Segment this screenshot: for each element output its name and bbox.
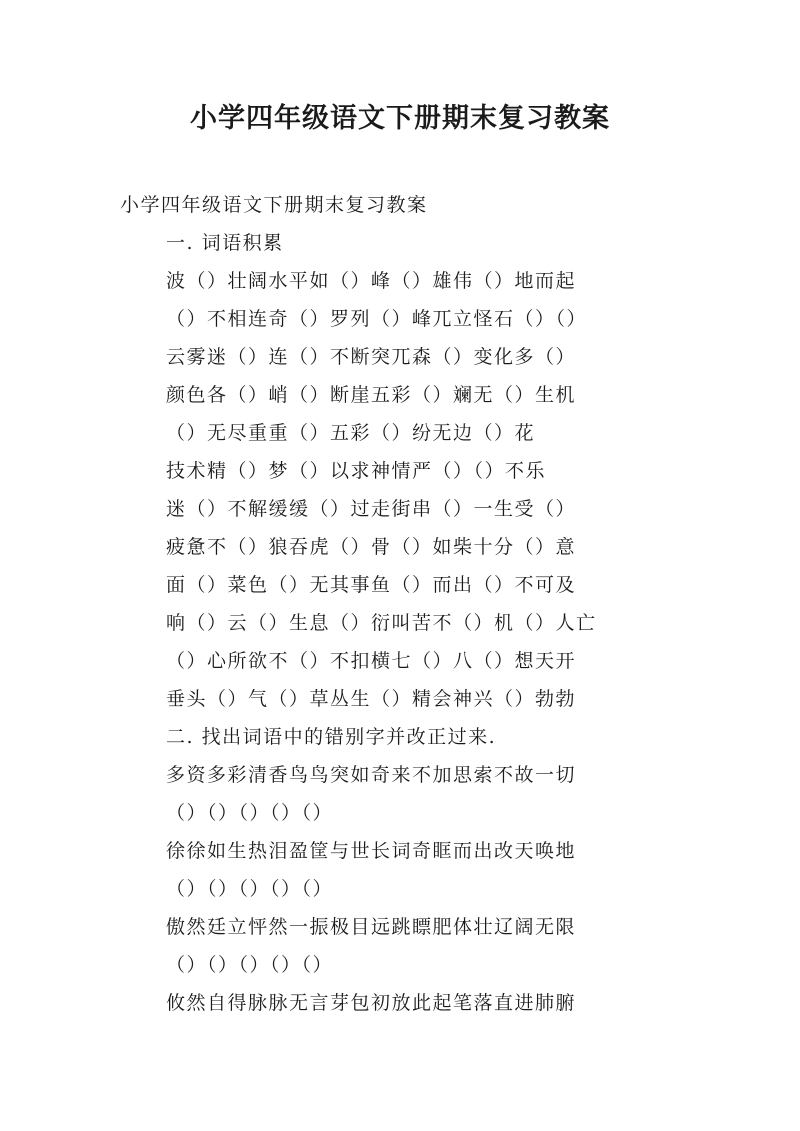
answer-blanks: （）（）（）（）（） — [166, 802, 334, 824]
doc-line: 响（）云（）生息（）衍叫苦不（）机（）人亡 — [166, 612, 597, 634]
doc-line: 云雾迷（）连（）不断突兀森（）变化多（） — [166, 346, 577, 368]
doc-line: 疲惫不（）狼吞虎（）骨（）如柴十分（）意 — [166, 536, 577, 558]
answer-blanks: （）（）（）（）（） — [166, 954, 334, 976]
doc-line: 多资多彩清香鸟鸟突如奇来不加思索不故一切 — [166, 764, 577, 786]
page-title: 小学四年级语文下册期末复习教案 — [190, 103, 610, 134]
doc-line: 波（）壮阔水平如（）峰（）雄伟（）地而起 — [166, 270, 577, 292]
doc-line-subtitle: 小学四年级语文下册期末复习教案 — [120, 194, 428, 216]
doc-line: （）不相连奇（）罗列（）峰兀立怪石（）（） — [166, 308, 588, 330]
section-heading-2: 二. 找出词语中的错别字并改正过来. — [166, 726, 497, 748]
doc-line: 攸然自得脉脉无言芽包初放此起笔落直进肺腑 — [166, 992, 577, 1014]
doc-line: 技术精（）梦（）以求神情严（）（）不乐 — [166, 460, 547, 482]
doc-line: 面（）菜色（）无其事鱼（）而出（）不可及 — [166, 574, 577, 596]
doc-line: （）心所欲不（）不扣横七（）八（）想天开 — [166, 650, 577, 672]
doc-line: 傲然廷立怦然一振极目远跳瞟肥体壮辽阔无限 — [166, 916, 577, 938]
section-heading-1: 一. 词语积累 — [166, 232, 284, 254]
doc-line: （）无尽重重（）五彩（）纷无边（）花 — [166, 422, 536, 444]
doc-line: 迷（）不解缓缓（）过走街串（）一生受（） — [166, 498, 577, 520]
doc-line: 徐徐如生热泪盈筐与世长词奇眶而出改天唤地 — [166, 840, 577, 862]
answer-blanks: （）（）（）（）（） — [166, 878, 334, 900]
doc-line: 垂头（）气（）草丛生（）精会神兴（）勃勃 — [166, 688, 577, 710]
doc-line: 颜色各（）峭（）断崖五彩（）斓无（）生机 — [166, 384, 577, 406]
